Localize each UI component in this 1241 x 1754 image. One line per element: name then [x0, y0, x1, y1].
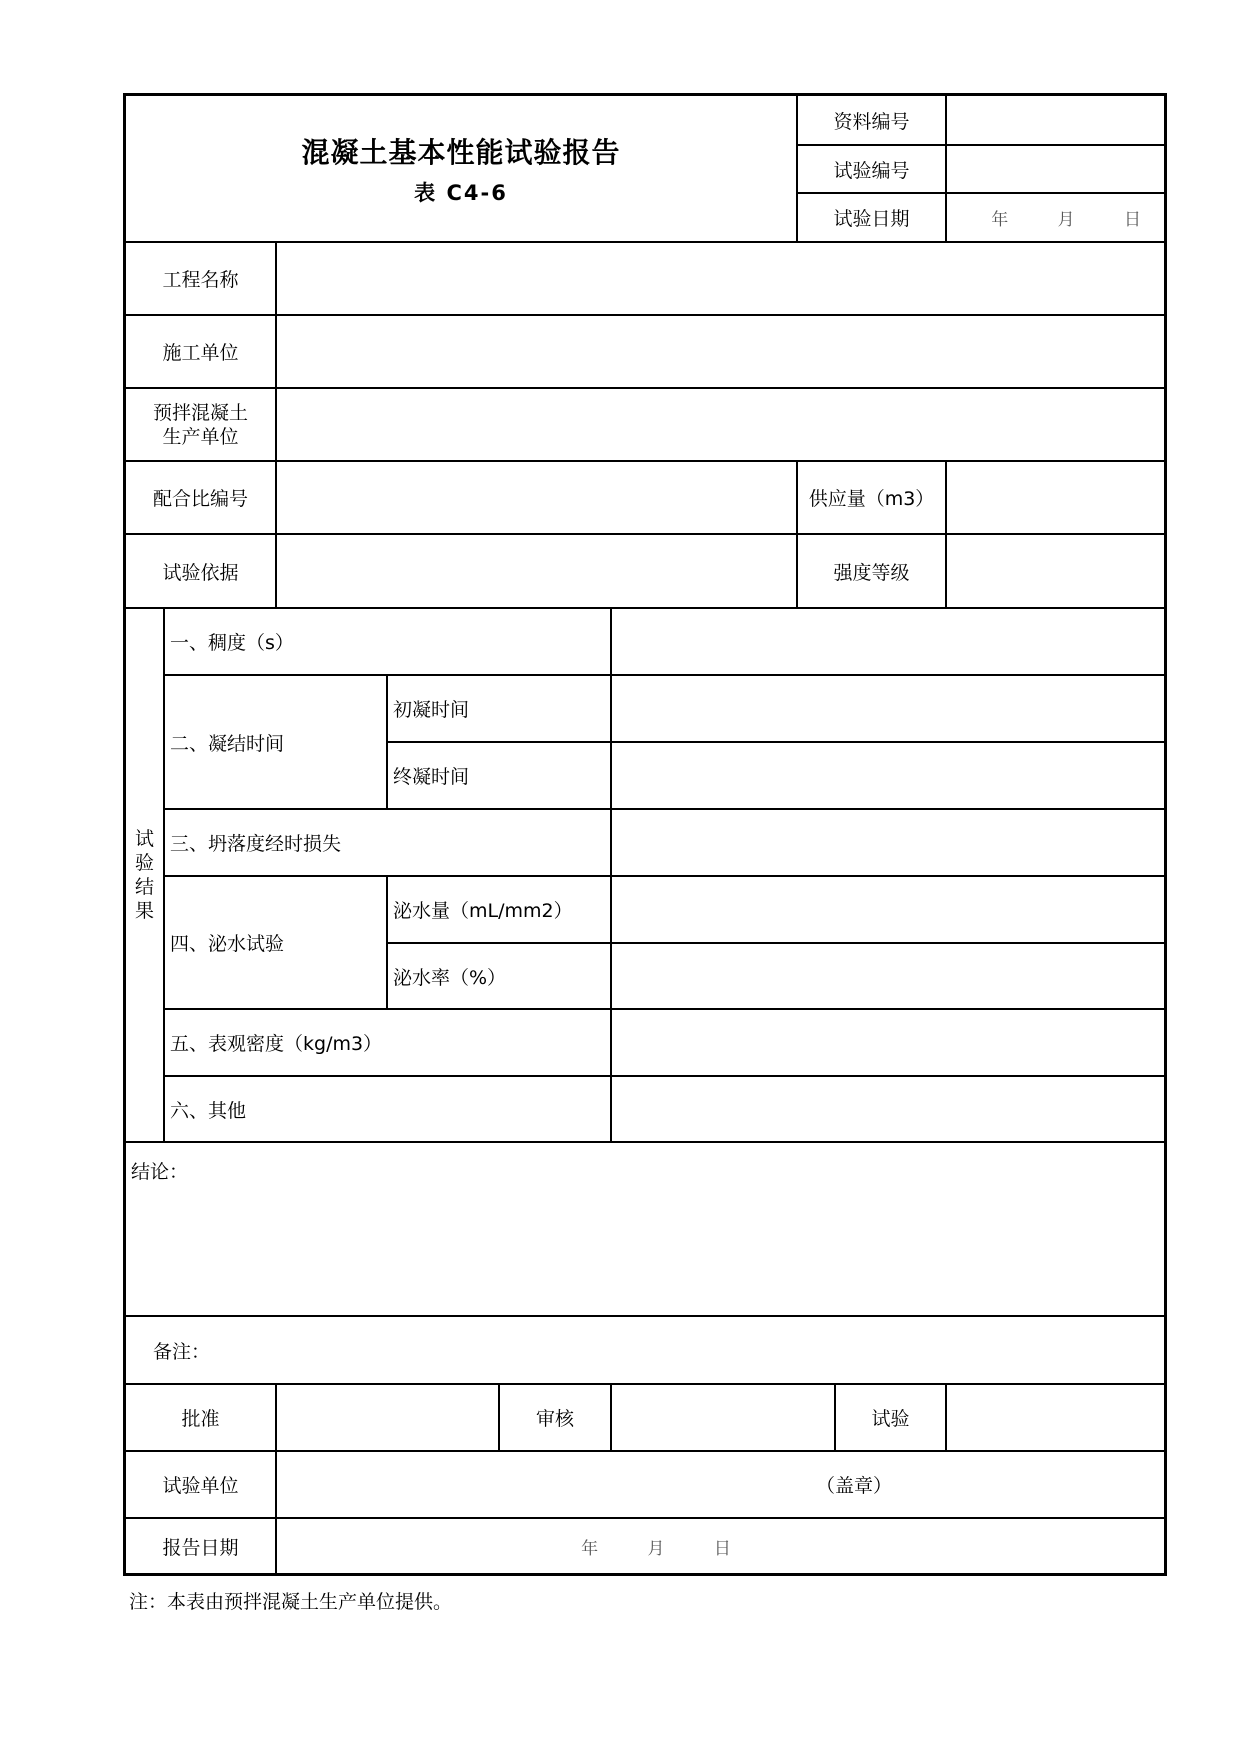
test-label: 试验 — [835, 1384, 946, 1451]
results-group-char-3: 结 — [134, 876, 154, 898]
approve-label: 批准 — [126, 1384, 276, 1451]
bleed-rate-field[interactable] — [611, 943, 1167, 1009]
review-label: 审核 — [499, 1384, 611, 1451]
bleeding-label: 四、泌水试验 — [164, 876, 387, 1009]
test-no-label: 试验编号 — [797, 145, 946, 193]
producer-field[interactable] — [276, 388, 1167, 461]
test-date-label: 试验日期 — [797, 193, 946, 242]
footnote: 注：本表由预拌混凝土生产单位提供。 — [129, 1591, 453, 1613]
report-date-label: 报告日期 — [126, 1518, 276, 1573]
results-group-label — [126, 608, 164, 1142]
final-set-label: 终凝时间 — [387, 742, 611, 809]
bleed-amount-field[interactable] — [611, 876, 1167, 943]
grade-label: 强度等级 — [797, 534, 946, 608]
initial-set-label: 初凝时间 — [387, 675, 611, 742]
density-label: 五、表观密度（kg/m3） — [164, 1009, 611, 1076]
results-group-char-1: 试 — [134, 828, 154, 850]
consistency-field[interactable] — [611, 608, 1167, 675]
others-field[interactable] — [611, 1076, 1167, 1142]
supply-field[interactable] — [946, 461, 1167, 534]
others-label: 六、其他 — [164, 1076, 611, 1142]
final-set-field[interactable] — [611, 742, 1167, 809]
conclusion-label: 结论： — [131, 1161, 189, 1183]
doc-no-field[interactable] — [946, 96, 1167, 145]
builder-label: 施工单位 — [126, 315, 276, 388]
remarks-area[interactable] — [126, 1316, 1167, 1384]
grade-field[interactable] — [946, 534, 1167, 608]
basis-field[interactable] — [276, 534, 797, 608]
remarks-label: 备注： — [153, 1340, 211, 1363]
conclusion-area[interactable] — [126, 1142, 1167, 1316]
bleed-amount-label: 泌水量（mL/mm2） — [387, 876, 611, 943]
doc-no-label: 资料编号 — [797, 96, 946, 145]
setting-time-label: 二、凝结时间 — [164, 675, 387, 809]
supply-label: 供应量（m3） — [797, 461, 946, 534]
title-block — [126, 96, 797, 242]
consistency-label: 一、稠度（s） — [164, 608, 611, 675]
producer-label — [126, 388, 276, 461]
review-field[interactable] — [611, 1384, 835, 1451]
test-unit-label: 试验单位 — [126, 1451, 276, 1518]
test-unit-field[interactable] — [276, 1451, 1167, 1518]
results-group-char-2: 验 — [134, 852, 154, 874]
producer-label-line-1: 预拌混凝土 — [152, 401, 248, 424]
density-field[interactable] — [611, 1009, 1167, 1076]
seal-text: （盖章） — [816, 1475, 893, 1497]
slump-loss-label: 三、坍落度经时损失 — [164, 809, 611, 876]
initial-set-field[interactable] — [611, 675, 1167, 742]
approve-field[interactable] — [276, 1384, 499, 1451]
form-code: 表 C4-6 — [414, 180, 508, 205]
producer-label-line-2: 生产单位 — [162, 425, 239, 448]
slump-loss-field[interactable] — [611, 809, 1167, 876]
bleed-rate-label: 泌水率（%） — [387, 943, 611, 1009]
basis-label: 试验依据 — [126, 534, 276, 608]
project-label: 工程名称 — [126, 242, 276, 315]
mix-no-field[interactable] — [276, 461, 797, 534]
report-form — [123, 93, 1167, 1576]
builder-field[interactable] — [276, 315, 1167, 388]
project-field[interactable] — [276, 242, 1167, 315]
test-date-field[interactable]: 年 月 日 — [946, 193, 1167, 242]
mix-no-label: 配合比编号 — [126, 461, 276, 534]
results-group-char-4: 果 — [134, 900, 154, 922]
test-field[interactable] — [946, 1384, 1167, 1451]
test-no-field[interactable] — [946, 145, 1167, 193]
page-title: 混凝土基本性能试验报告 — [301, 135, 621, 169]
report-date-field[interactable]: 年 月 日 — [276, 1518, 1167, 1573]
